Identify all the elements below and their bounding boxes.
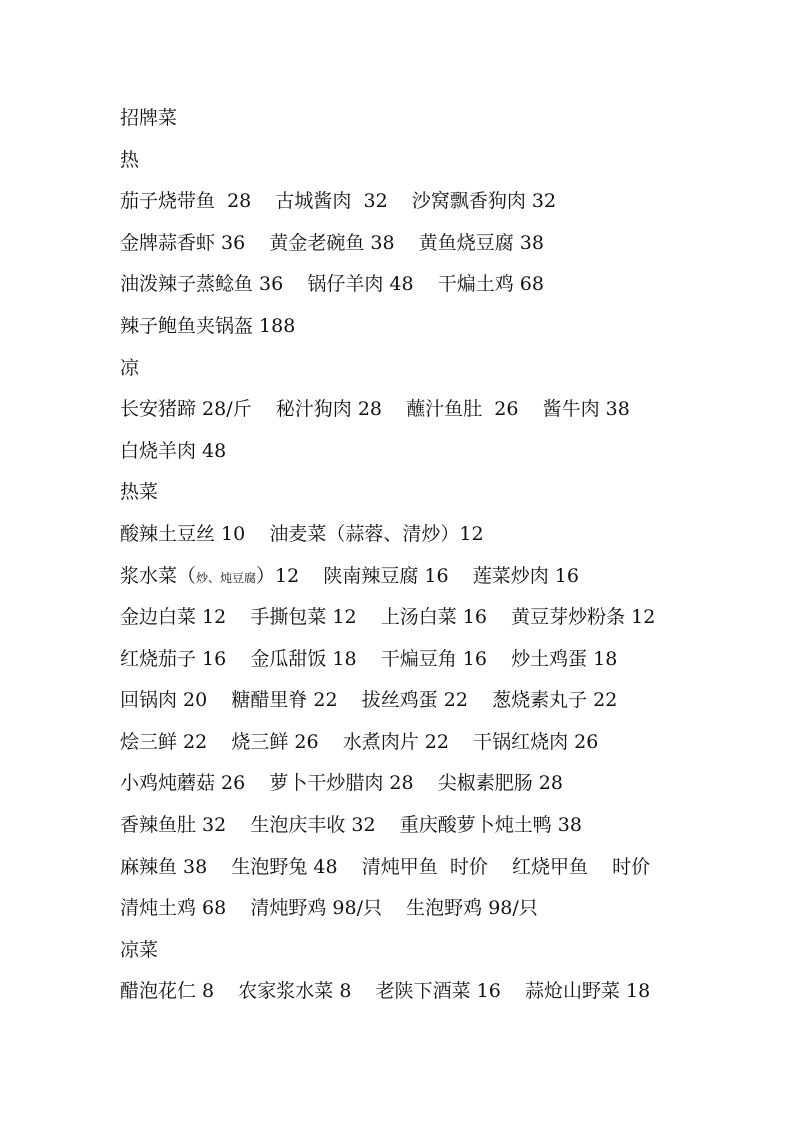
- menu-line: 长安猪蹄 28/斤 秘汁狗肉 28 蘸汁鱼肚 26 酱牛肉 38: [120, 398, 630, 420]
- menu-line: 酸辣土豆丝 10 油麦菜（蒜蓉、清炒）12: [120, 523, 484, 545]
- menu-line: 辣子鲍鱼夹锅盔 188: [120, 315, 296, 337]
- subheading-hot: 热: [120, 149, 140, 171]
- menu-line-part: ）12 陕南辣豆腐 16 莲菜炒肉 16: [256, 565, 579, 587]
- menu-line: 麻辣鱼 38 生泡野兔 48 清炖甲鱼 时价 红烧甲鱼 时价: [120, 856, 651, 878]
- section-heading-cold-dishes: 凉菜: [120, 939, 159, 961]
- section-heading-hot-dishes: 热菜: [120, 481, 159, 503]
- menu-line-note: 炒、炖豆腐: [196, 571, 257, 585]
- menu-line: 烩三鲜 22 烧三鲜 26 水煮肉片 22 干锅红烧肉 26: [120, 731, 599, 753]
- menu-line: 白烧羊肉 48: [120, 440, 227, 462]
- menu-line: 茄子烧带鱼 28 古城酱肉 32 沙窝飘香狗肉 32: [120, 190, 557, 212]
- menu-line: 红烧茄子 16 金瓜甜饭 18 干煸豆角 16 炒土鸡蛋 18: [120, 648, 618, 670]
- menu-line: 香辣鱼肚 32 生泡庆丰收 32 重庆酸萝卜炖土鸭 38: [120, 814, 582, 836]
- section-heading-signature: 招牌菜: [120, 107, 178, 129]
- menu-line: 小鸡炖蘑菇 26 萝卜干炒腊肉 28 尖椒素肥肠 28: [120, 772, 563, 794]
- menu-line: 清炖土鸡 68 清炖野鸡 98/只 生泡野鸡 98/只: [120, 897, 538, 919]
- menu-line: [120, 564, 579, 590]
- menu-line-part: 浆水菜（: [120, 565, 197, 587]
- menu-line: 金边白菜 12 手撕包菜 12 上汤白菜 16 黄豆芽炒粉条 12: [120, 606, 656, 628]
- subheading-cold: 凉: [120, 357, 140, 379]
- menu-line: 金牌蒜香虾 36 黄金老碗鱼 38 黄鱼烧豆腐 38: [120, 232, 544, 254]
- menu-line: 醋泡花仁 8 农家浆水菜 8 老陕下酒菜 16 蒜炝山野菜 18: [120, 980, 651, 1002]
- menu-line: 回锅肉 20 糖醋里脊 22 拔丝鸡蛋 22 葱烧素丸子 22: [120, 689, 618, 711]
- menu-line: 油泼辣子蒸鲶鱼 36 锅仔羊肉 48 干煸土鸡 68: [120, 273, 544, 295]
